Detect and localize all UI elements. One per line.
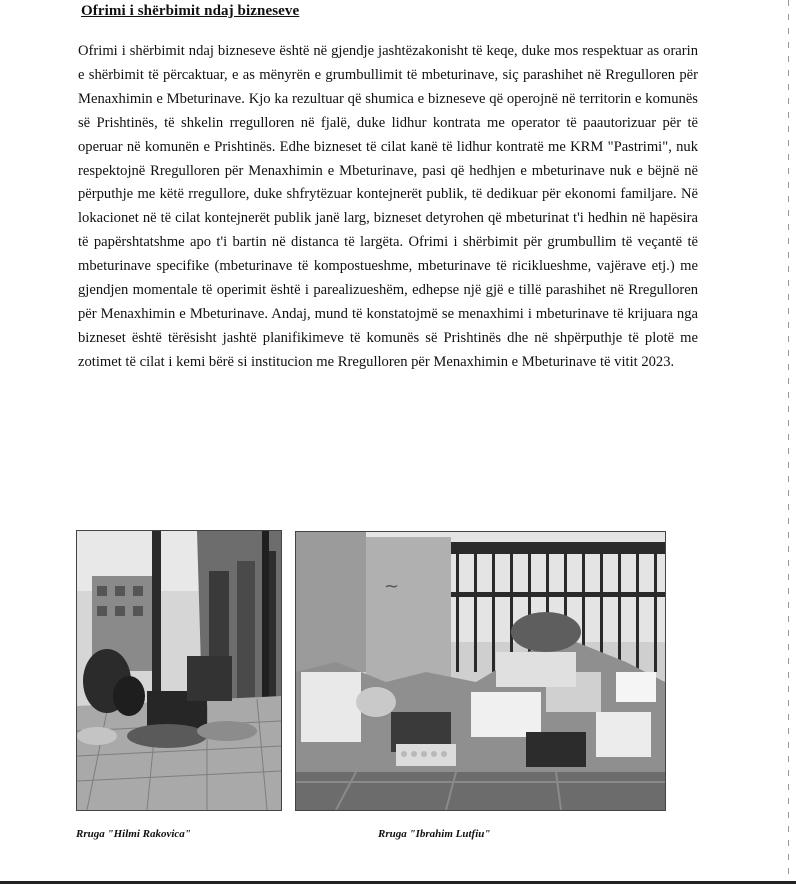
section-heading: Ofrimi i shërbimit ndaj bizneseve [81,3,300,19]
waste-fence-image [296,532,665,810]
page-bottom-border [0,881,796,884]
body-paragraph: Ofrimi i shërbimit ndaj bizneseve është në gjendje jashtëzakonisht të keqe, duke mos respektuar as orarin e shërbimit të përcaktuar, e as mënyrën e grumbullimit të mbeturinave, siç parashihet në Rregulloren për Menaxhimin e Mbeturinave. Kjo ka rezultuar që shumica e bizneseve që operojnë në territorin e komunës së Prishtinës, të shkelin rregulloren në fjalë, duke lidhur kontrata me operator të paautorizuar për të operuar në komunën e Prishtinës. Edhe bizneset të cilat kanë të lidhur kontratë me KRM "Pastrimi", nuk respektojnë Rregulloren për Menaxhimin e Mbeturinave, pasi që hedhjen e mbeturinave nuk e bëjnë në përputhje me këtë rregullore, duke shfrytëzuar kontejnerët publik, të dedikuar për ekonomi familjare. Në lokacionet në të cilat kontejnerët publik janë larg, bizneset detyrohen që mbeturinat t'i hedhin në hapësira të papërshtatshme apo t'i bartin në distanca të largëta. Ofrimi i shërbimit për grumbullim të veçantë të mbeturinave specifike (mbeturinave të kompostueshme, mbeturinave të riciklueshme, vajërave etj.) me gjendjen momentale të operimit është i parealizueshëm, edhepse një gjë e tillë parashihet në Rregulloren për Menaxhimin e Mbeturinave. Andaj, mund të konstatojmë se menaxhimi i mbeturinave të krijuara nga bizneset është tërësisht jashtë planifikimeve të komunës së Prishtinës dhe në shpërputhje të plotë me zotimet të cilat i kemi bërë si institucion me Rregulloren për Menaxhimin e Mbeturinave të vitit 2023. [78,43,698,370]
waste-sidewalk-image [77,531,281,810]
photo-caption-left: Rruga "Hilmi Rakovica" [76,828,191,840]
street-photo-left [76,530,282,811]
svg-text:~: ~ [384,576,400,597]
page-edge-line [788,0,789,880]
street-photo-right [295,531,666,811]
photo-caption-right: Rruga "Ibrahim Lutfiu" [378,828,491,840]
